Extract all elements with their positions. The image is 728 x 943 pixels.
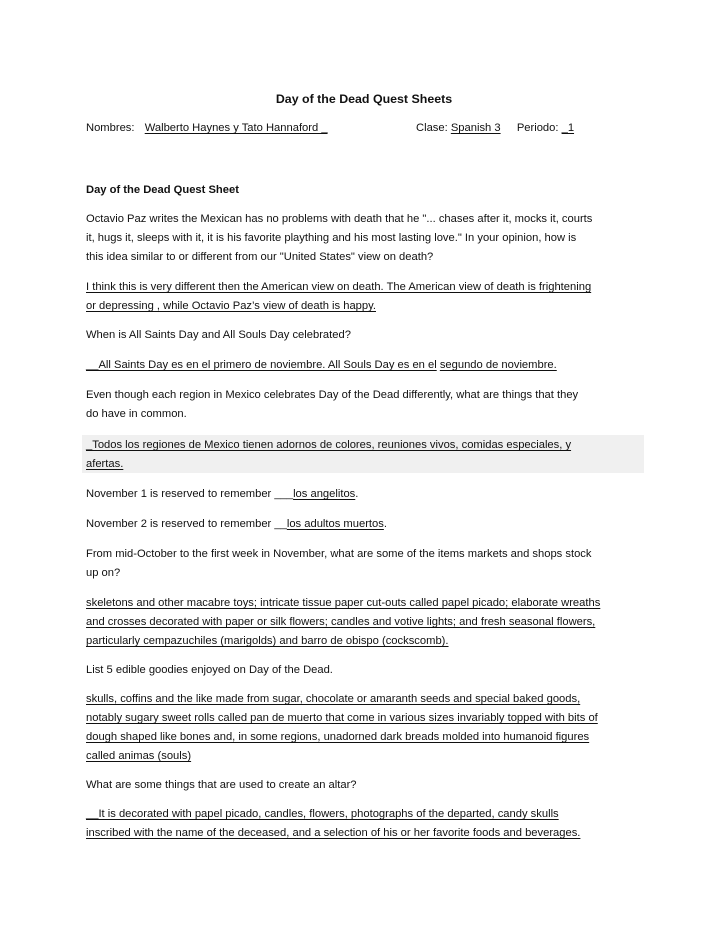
answer-8-line-2: inscribed with the name of the deceased, and a selection of his or her favorite foods and beverages. — [86, 827, 581, 839]
answer-7-line-2: notably sugary sweet rolls called pan de muerto that come in various sizes invariably topped with bits of — [86, 712, 598, 724]
question-1-line-2: it, hugs it, sleeps with it, it is his favorite plaything and his most lasting love." In your opinion, how is — [86, 232, 577, 244]
question-4-suffix: . — [355, 488, 359, 500]
answer-6-line-1: skeletons and other macabre toys; intricate tissue paper cut-outs called papel picado; elaborate wreaths — [86, 597, 601, 609]
answer-2 — [86, 356, 557, 374]
periodo-value: _1 — [561, 122, 575, 134]
clase-group — [416, 119, 574, 137]
clase-value: Spanish 3 — [450, 122, 501, 134]
section-title: Day of the Dead Quest Sheet — [86, 184, 239, 196]
nombres-label: Nombres: — [86, 122, 135, 134]
answer-1-line-1: I think this is very different then the American view on death. The American view of death is frightening — [86, 281, 592, 293]
page-title: Day of the Dead Quest Sheets — [275, 92, 453, 106]
question-5-blank: __ — [274, 518, 287, 530]
question-4-prefix: November 1 is reserved to remember — [86, 488, 275, 500]
question-2: When is All Saints Day and All Souls Day celebrated? — [86, 329, 351, 341]
question-3-line-1: Even though each region in Mexico celebrates Day of the Dead differently, what are things that they — [86, 389, 579, 401]
clase-label: Clase: — [416, 122, 448, 134]
question-5-prefix: November 2 is reserved to remember — [86, 518, 275, 530]
question-1-line-1: Octavio Paz writes the Mexican has no problems with death that he "... chases after it, mocks it, courts — [86, 213, 593, 225]
answer-7-line-4: called animas (souls) — [86, 750, 192, 762]
answer-3-line-2: afertas. — [86, 458, 124, 470]
periodo-label: Periodo: — [516, 122, 559, 134]
question-7: List 5 edible goodies enjoyed on Day of the Dead. — [86, 664, 333, 676]
answer-7-line-3: dough shaped like bones and, in some regions, unadorned dark breads molded into humanoid figures — [86, 731, 590, 743]
answer-5: los adultos muertos — [286, 518, 384, 530]
header-line — [86, 119, 328, 137]
answer-7-line-1: skulls, coffins and the like made from sugar, chocolate or amaranth seeds and special baked goods, — [86, 693, 581, 705]
answer-6-line-2: and crosses decorated with paper or silk flowers; candles and votive lights; and fresh seasonal flowers, — [86, 616, 596, 628]
answer-1-line-2: or depressing , while Octavio Paz’s view of death is happy. — [86, 300, 376, 312]
question-4-blank: ___ — [274, 488, 294, 500]
nombres-value: Walberto Haynes y Tato Hannaford _ — [144, 122, 328, 134]
answer-2-part-b: segundo de noviembre. — [439, 359, 557, 371]
answer-2-part-a: __All Saints Day es en el primero de noviembre. All Souls Day es en el — [86, 359, 437, 371]
answer-8-line-1: __It is decorated with papel picado, candles, flowers, photographs of the departed, candy skulls — [86, 808, 559, 820]
answer-3-line-1: _Todos los regiones de Mexico tienen adornos de colores, reuniones vivos, comidas especiales, y — [86, 439, 572, 451]
question-4 — [86, 485, 358, 503]
answer-4: los angelitos — [293, 488, 356, 500]
question-3-line-2: do have in common. — [86, 408, 187, 420]
answer-6-line-3: particularly cempazuchiles (marigolds) and barro de obispo (cockscomb). — [86, 635, 449, 647]
question-1-line-3: this idea similar to or different from our "United States" view on death? — [86, 251, 434, 263]
question-5-suffix: . — [383, 518, 387, 530]
question-8: What are some things that are used to create an altar? — [86, 779, 357, 791]
question-6-line-1: From mid-October to the first week in November, what are some of the items markets and shops stock — [86, 548, 592, 560]
question-5 — [86, 515, 387, 533]
question-6-line-2: up on? — [86, 567, 121, 579]
